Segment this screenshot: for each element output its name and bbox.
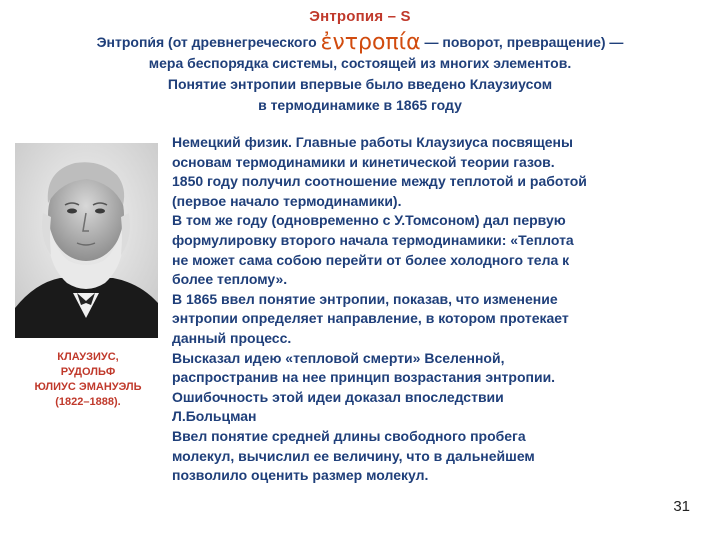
intro-paragraph: [10, 32, 710, 116]
portrait-photo: [15, 143, 158, 338]
bio-line: Л.Больцман: [172, 408, 257, 425]
bio-line: Высказал идею «тепловой смерти» Вселенной,: [172, 349, 505, 366]
intro-line-1: [10, 32, 710, 53]
intro-suffix: — поворот, превращение) —: [420, 34, 624, 50]
page-number: 31: [673, 498, 690, 515]
bio-line: молекул, вычислил ее величину, что в дальнейшем: [172, 447, 535, 464]
bio-line: формулировку второго начала термодинамики: «Теплота: [172, 231, 574, 248]
bio-line: Ошибочность этой идеи доказал впоследствии: [172, 388, 504, 405]
bio-line: 1850 году получил соотношение между теплотой и работой: [172, 173, 587, 190]
intro-line-3: Понятие энтропии впервые было введено Клаузиусом: [167, 76, 553, 92]
greek-term: ἐντροπία: [320, 30, 421, 55]
caption-years: (1822–1888).: [55, 396, 121, 408]
bio-line: распространив на нее принцип возрастания энтропии.: [172, 369, 556, 386]
bio-line: не может сама собою перейти от более холодного тела к: [172, 251, 570, 268]
bio-line: основам термодинамики и кинетической теории газов.: [172, 153, 555, 170]
term-word: Энтропи́я: [96, 34, 165, 50]
bio-line: данный процесс.: [172, 329, 292, 346]
bio-line: В 1865 ввел понятие энтропии, показав, что изменение: [172, 290, 558, 307]
caption-middle-names: ЮЛИУС ЭМАНУЭЛЬ: [34, 381, 142, 393]
portrait-caption: [8, 350, 168, 410]
portrait-illustration: [15, 143, 158, 338]
bio-line: (первое начало термодинамики).: [172, 192, 402, 209]
bio-line: Немецкий физик. Главные работы Клаузиуса посвящены: [172, 134, 573, 150]
intro-line-4: в термодинамике в 1865 году: [258, 97, 462, 113]
bio-line: Ввел понятие средней длины свободного пробега: [172, 427, 526, 444]
bio-line: В том же году (одновременно с У.Томсоном) дал первую: [172, 212, 566, 229]
caption-surname: КЛАУЗИУС,: [57, 351, 119, 363]
intro-line-2: мера беспорядка системы, состоящей из многих элементов.: [148, 55, 572, 71]
bio-line: более теплому».: [172, 271, 288, 288]
intro-prefix: (от древнегреческого: [164, 34, 321, 50]
biography-text: [172, 133, 707, 486]
slide-title: Энтропия – S: [309, 8, 411, 25]
bio-line: энтропии определяет направление, в котором протекает: [172, 310, 569, 327]
bio-line: позволило оценить размер молекул.: [172, 467, 429, 484]
caption-first-name: РУДОЛЬФ: [60, 366, 116, 378]
